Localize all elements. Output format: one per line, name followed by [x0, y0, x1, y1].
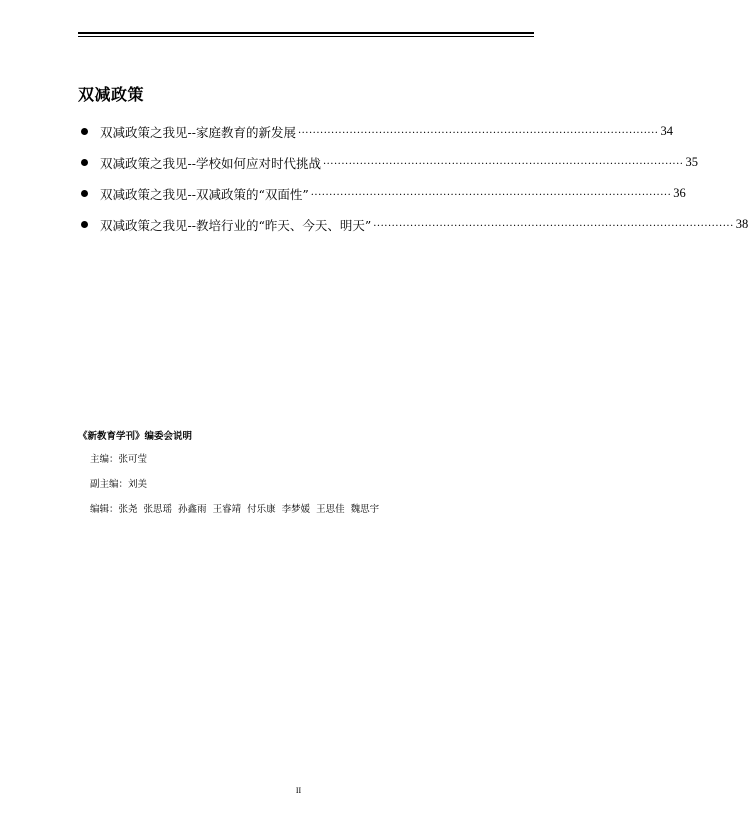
chief-editor: 主编：张可莹	[90, 454, 148, 465]
editor-name: 张思瑶	[143, 504, 173, 515]
toc-item[interactable]	[78, 178, 686, 209]
header-rule-thick	[78, 32, 534, 34]
editor-name: 王睿靖	[212, 504, 242, 515]
section-title: 双减政策	[78, 85, 145, 104]
toc-item-page: 35	[685, 155, 698, 169]
editors-label: 编辑：	[90, 504, 119, 515]
toc-item-title: 双减政策之我见--教培行业的“昨天、今天、明天”	[100, 217, 372, 233]
deputy-editor: 副主编：刘美	[90, 479, 148, 490]
editorial-committee	[78, 428, 385, 526]
bullet-icon	[81, 190, 88, 197]
page-number: II	[295, 786, 302, 795]
dot-leader: ··································································································	[310, 190, 672, 201]
editors-list	[90, 501, 385, 515]
dot-leader: ··································································································	[322, 159, 684, 170]
editor-name: 李梦媛	[281, 504, 311, 515]
editor-name: 魏思宇	[350, 504, 380, 515]
toc-item[interactable]	[78, 116, 673, 147]
editor-name: 付乐康	[247, 504, 276, 515]
toc-item-title: 双减政策之我见--家庭教育的新发展	[100, 124, 296, 140]
dot-leader: ··································································································	[373, 221, 734, 232]
table-of-contents	[78, 116, 748, 240]
toc-item-title: 双减政策之我见--学校如何应对时代挑战	[100, 155, 321, 171]
editor-name: 张尧	[118, 504, 138, 515]
toc-item-page: 38	[735, 217, 748, 231]
toc-item-page: 36	[673, 186, 686, 200]
bullet-icon	[81, 221, 88, 228]
editor-name: 孙鑫雨	[178, 504, 207, 515]
header-rule-thin	[78, 36, 534, 37]
toc-item-title: 双减政策之我见--双减政策的“双面性”	[100, 186, 309, 202]
toc-item[interactable]	[78, 147, 698, 178]
dot-leader: ··································································································	[297, 128, 659, 139]
toc-item-page: 34	[660, 124, 673, 138]
committee-title: 《新教育学刊》编委会说明	[78, 431, 193, 442]
editor-name: 王思佳	[316, 504, 345, 515]
bullet-icon	[81, 159, 88, 166]
toc-item[interactable]	[78, 209, 748, 240]
bullet-icon	[81, 128, 88, 135]
